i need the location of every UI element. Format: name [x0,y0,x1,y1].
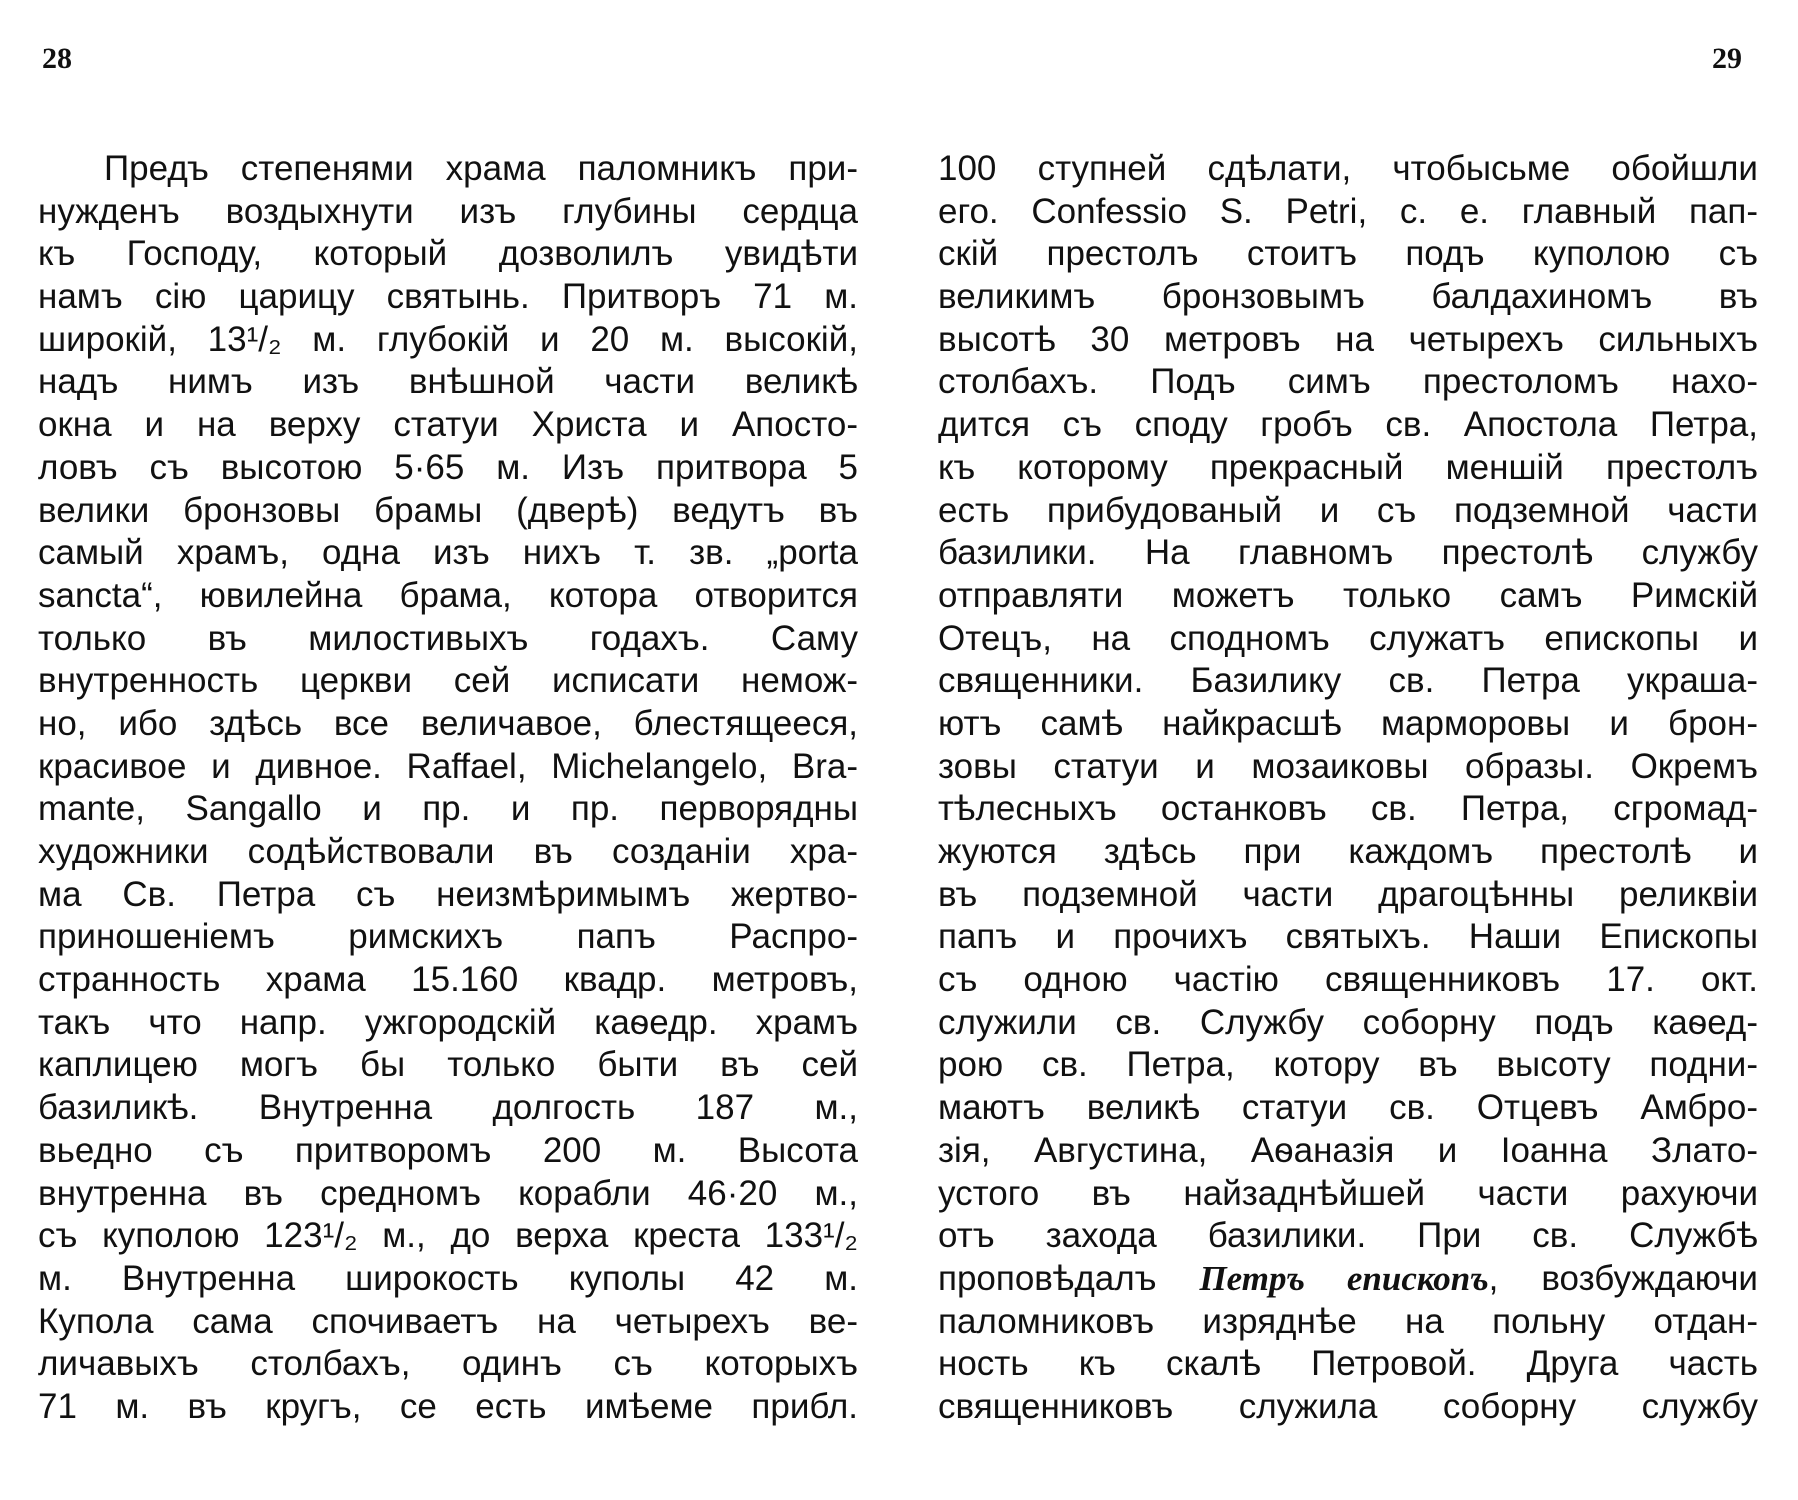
left-column-line: широкій, 13¹/₂ м. глубокій и 20 м. высокій, [38,319,858,359]
left-column-line: внутренна въ средномъ корабли 46·20 м., [38,1173,858,1213]
left-column-line: личавыхъ столбахъ, одинъ съ которыхъ [38,1344,858,1384]
right-column-line: ютъ самѣ найкрасшѣ марморовы и брон- [938,703,1758,743]
left-column-line: нужденъ воздыхнути изъ глубины сердца [38,191,858,231]
right-column-line: столбахъ. Подъ симъ престоломъ нахо- [938,362,1758,402]
right-column-text [938,148,1758,1429]
left-column-line: mante, Sangallo и пр. и пр. перворядны [38,789,858,829]
right-column-line: великимъ бронзовымъ балдахиномъ въ [938,277,1758,317]
line-segment: проповѣдалъ [938,1258,1200,1298]
left-column-line: ма Св. Петра съ неизмѣримымъ жертво- [38,874,858,914]
right-column-line: маютъ великѣ статуи св. Отцевъ Амбро- [938,1088,1758,1128]
right-column-line: папъ и прочихъ святыхъ. Наши Епископы [938,917,1758,957]
right-column-line: устого въ найзаднѣйшей части рахуючи [938,1173,1758,1213]
right-column-line [938,1258,1758,1301]
left-column-line: м. Внутренна широкость куполы 42 м. [38,1258,858,1298]
right-column-line: служили св. Службу соборну подъ каѳед- [938,1002,1758,1042]
left-column-line: намъ сію царицу святынь. Притворъ 71 м. [38,277,858,317]
left-column-line: красивое и дивное. Raffael, Michelangelo, Bra- [38,746,858,786]
left-column-line: съ куполою 123¹/₂ м., до верха креста 133¹/₂ [38,1216,858,1256]
right-column-line: рою св. Петра, котору въ высоту подни- [938,1045,1758,1085]
right-column-line: дится съ споду гробъ св. Апостола Петра, [938,405,1758,445]
left-column-line: приношеніемъ римскихъ папъ Распро- [38,917,858,957]
left-column-line: странность храма 15.160 квадр. метровъ, [38,960,858,1000]
page-number-left: 28 [42,42,72,75]
left-column-line: художники содѣйствовали въ созданіи хра- [38,832,858,871]
left-column-line: вьедно съ притворомъ 200 м. Высота [38,1130,858,1170]
right-column-line: тѣлесныхъ останковъ св. Петра, сгромад- [938,789,1758,829]
left-column-line: но, ибо здѣсь все величавое, блестящееся, [38,703,858,743]
left-column-line: ловъ съ высотою 5·65 м. Изъ притвора 5 [38,447,858,487]
right-column-line: 100 ступней сдѣлати, чтобысьме обойшли [938,149,1758,188]
page-number-right: 29 [1712,42,1742,75]
right-column-line: священники. Базилику св. Петра украша- [938,661,1758,701]
left-column-line: каплицею могъ бы только быти въ сей [38,1045,858,1085]
right-column-line: скій престолъ стоитъ подъ куполою съ [938,234,1758,274]
left-column-line: самый храмъ, одна изъ нихъ т. зв. „porta [38,533,858,573]
right-column-line: паломниковъ изряднѣе на польну отдан- [938,1301,1758,1341]
right-column-line: священниковъ служила соборну службу [938,1386,1758,1426]
right-column-line: его. Confessio S. Petri, с. е. главный пап- [938,191,1758,231]
right-column-line: въ подземной части драгоцѣнны реликвіи [938,874,1758,914]
italic-name: Петръ епископъ [1199,1258,1489,1298]
right-column-line: базилики. На главномъ престолѣ службу [938,533,1758,573]
right-column-line: къ которому прекрасный меншій престолъ [938,447,1758,487]
left-column-line: велики бронзовы брамы (дверѣ) ведутъ въ [38,490,858,530]
right-column-line: жуются здѣсь при каждомъ престолѣ и [938,832,1758,871]
left-column-text [38,148,858,1429]
left-column-line: sancta“, ювилейна брама, котора отворится [38,575,858,615]
left-column-line: базиликѣ. Внутренна долгость 187 м., [38,1088,858,1128]
left-column-line: внутренность церкви сей исписати немож- [38,661,858,701]
left-column-line: Предъ степенями храма паломникъ при- [104,149,858,188]
right-column-line: отъ захода базилики. При св. Службѣ [938,1216,1758,1256]
left-column-line: надъ нимъ изъ внѣшной части великѣ [38,362,858,402]
right-column-line: зія, Августина, Аѳаназія и Іоанна Злато- [938,1130,1758,1170]
right-column-line: отправляти можетъ только самъ Римскій [938,575,1758,615]
left-column-line: Купола сама спочиваетъ на четырехъ ве- [38,1301,858,1341]
left-column-line: 71 м. въ кругъ, се есть имѣеме прибл. [38,1386,858,1426]
right-column-line: высотѣ 30 метровъ на четырехъ сильныхъ [938,319,1758,359]
right-column-line: ность къ скалѣ Петровой. Друга часть [938,1344,1758,1384]
right-column-line: зовы статуи и мозаиковы образы. Окремъ [938,746,1758,786]
left-column-line: только въ милостивыхъ годахъ. Саму [38,618,858,658]
left-column-line: къ Господу, который дозволилъ увидѣти [38,234,858,274]
right-column-line: есть прибудованый и съ подземной части [938,490,1758,530]
left-column-line: такъ что напр. ужгородскій каѳедр. храмъ [38,1002,858,1042]
left-column-line: окна и на верху статуи Христа и Апосто- [38,405,858,445]
line-segment: , возбуждаючи [1488,1258,1758,1298]
right-column-line: Отецъ, на сподномъ служатъ епископы и [938,618,1758,658]
right-column-line: съ одною частію священниковъ 17. окт. [938,960,1758,1000]
